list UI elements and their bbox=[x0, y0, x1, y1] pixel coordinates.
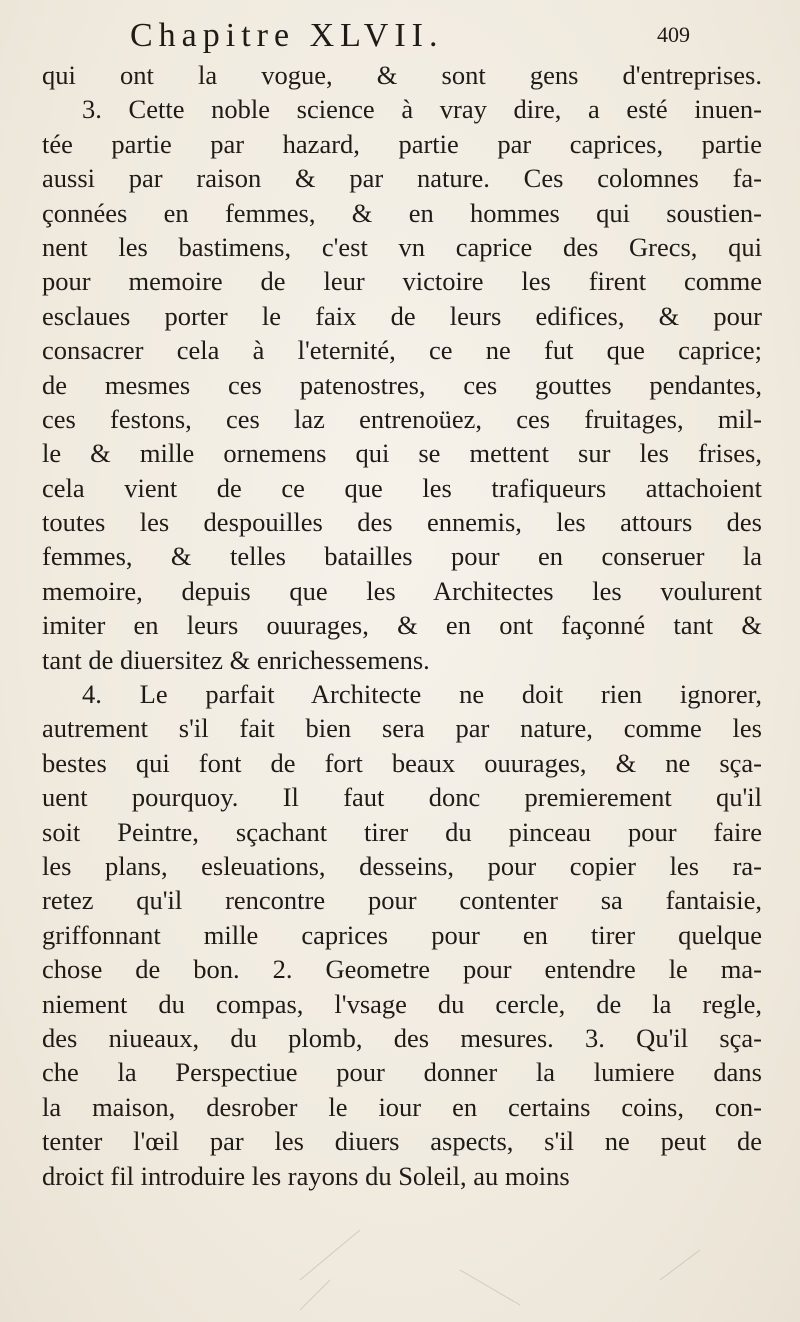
text-line: tenter l'œil par les diuers aspects, s'il ne peut de bbox=[42, 1126, 762, 1157]
text-line: de mesmes ces patenostres, ces gouttes pendantes, bbox=[42, 369, 762, 400]
text-line: griffonnant mille caprices pour en tirer quelque bbox=[42, 919, 762, 950]
text-line: droict fil introduire les rayons du Soleil, au moins bbox=[42, 1160, 570, 1191]
text-line: pour memoire de leur victoire les firent comme bbox=[42, 266, 762, 297]
text-line: uent pourquoy. Il faut donc premierement qu'il bbox=[42, 782, 762, 813]
text-line: 3. Cette noble science à vray dire, a esté inuen- bbox=[82, 94, 762, 125]
text-line: les plans, esleuations, desseins, pour copier les ra- bbox=[42, 850, 762, 881]
text-line: autrement s'il fait bien sera par nature, comme les bbox=[42, 713, 762, 744]
running-head: Chapitre XLVII. bbox=[130, 17, 444, 54]
text-line: consacrer cela à l'eternité, ce ne fut que caprice; bbox=[42, 335, 762, 366]
text-line: tant de diuersitez & enrichessemens. bbox=[42, 644, 430, 675]
text-line: ces festons, ces laz entrenoüez, ces fruitages, mil- bbox=[42, 403, 762, 434]
text-line: che la Perspectiue pour donner la lumiere dans bbox=[42, 1057, 762, 1088]
text-line: memoire, depuis que les Architectes les voulurent bbox=[42, 575, 762, 606]
text-line: le & mille ornemens qui se mettent sur les frises, bbox=[42, 438, 762, 469]
text-line: des niueaux, du plomb, des mesures. 3. Qu'il sça- bbox=[42, 1022, 762, 1053]
text-line: çonnées en femmes, & en hommes qui soustien- bbox=[42, 197, 762, 228]
text-line: soit Peintre, sçachant tirer du pinceau pour faire bbox=[42, 816, 762, 847]
text-line: bestes qui font de fort beaux ouurages, & ne sça- bbox=[42, 747, 762, 778]
page-number: 409 bbox=[657, 22, 690, 47]
text-line: retez qu'il rencontre pour contenter sa fantaisie, bbox=[42, 885, 762, 916]
text-line: nent les bastimens, c'est vn caprice des Grecs, qui bbox=[42, 231, 762, 262]
text-line: esclaues porter le faix de leurs edifices, & pour bbox=[42, 300, 762, 331]
page-header bbox=[130, 14, 690, 58]
text-line: aussi par raison & par nature. Ces colomnes fa- bbox=[42, 163, 762, 194]
text-line: niement du compas, l'vsage du cercle, de la regle, bbox=[42, 988, 762, 1019]
text-line: toutes les despouilles des ennemis, les attours des bbox=[42, 507, 762, 538]
show-through-marks bbox=[0, 1080, 800, 1322]
text-line: 4. Le parfait Architecte ne doit rien ignorer, bbox=[82, 679, 762, 710]
text-line: imiter en leurs ouurages, & en ont façonné tant & bbox=[42, 610, 762, 641]
text-line: cela vient de ce que les trafiqueurs attachoient bbox=[42, 472, 762, 503]
text-line: la maison, desrober le iour en certains coins, con- bbox=[42, 1091, 762, 1122]
text-line: chose de bon. 2. Geometre pour entendre le ma- bbox=[42, 954, 762, 985]
body-text bbox=[42, 58, 762, 1193]
text-line: femmes, & telles batailles pour en conseruer la bbox=[42, 541, 762, 572]
text-line: qui ont la vogue, & sont gens d'entreprises. bbox=[42, 60, 762, 90]
text-line: tée partie par hazard, partie par caprices, partie bbox=[42, 128, 762, 159]
